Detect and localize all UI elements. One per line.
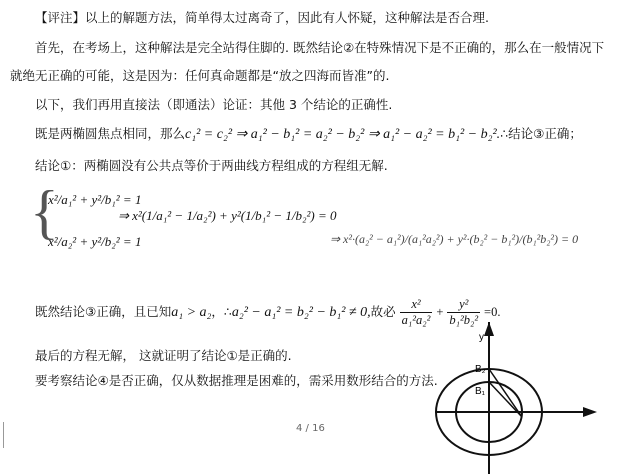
comment-paragraph: 【评注】以上的解题方法，简单得太过离奇了，因此有人怀疑，这种解法是否合理.	[35, 10, 489, 25]
paragraph-line: 以下，我们再用直接法（即通法）论证：其他 3 个结论的正确性.	[35, 97, 393, 112]
conclusion1-line: 结论①：两椭圆没有公共点等价于两曲线方程组成的方程组无解.	[35, 158, 388, 173]
paragraph-line: 就绝无正确的可能，这是因为：任何真命题都是“放之四海而皆准”的.	[10, 68, 390, 83]
system-step1: ⇒ x²(1/a₁² − 1/a₂²) + y²(1/b₁² − 1/b₂²) = 0	[118, 208, 337, 223]
final-line-1: 最后的方程无解， 这就证明了结论①是正确的.	[35, 348, 292, 363]
paragraph-line: 首先，在考场上，这种解法是完全站得住脚的. 既然结论②在特殊情况下是不正确的，那么在一般情况下	[35, 40, 605, 55]
b2-label: B₂	[475, 364, 486, 375]
system-eq2: x²/a₂² + y²/b₂² = 1	[48, 234, 142, 249]
ellipse-figure	[435, 322, 617, 474]
frac-num: y²	[447, 297, 480, 313]
frac-den: a₁²a₂²	[401, 313, 431, 327]
c3-mid: ，∴	[211, 304, 232, 319]
c3-prefix: 既然结论③正确，且已知	[35, 304, 172, 319]
system-brace: {	[30, 179, 59, 245]
c3-suffix: 故必	[370, 304, 396, 319]
y-axis-label: y	[479, 332, 484, 343]
plus-sign: +	[436, 305, 444, 319]
c3-math1: a₁ > a₂	[171, 305, 212, 320]
final-line-2: 要考察结论④是否正确，仅从数据推理是困难的，需采用数形结合的方法.	[35, 373, 438, 388]
focus-suffix: ∴结论③正确；	[500, 126, 582, 141]
frac-den: b₁²b₂²	[449, 313, 479, 327]
b1-label: B₁	[475, 386, 486, 397]
focus-prefix: 既是两椭圆焦点相同，那么	[35, 126, 186, 141]
conclusion3-line	[35, 297, 500, 328]
system-eq1: x²/a₁² + y²/b₁² = 1	[48, 192, 142, 207]
focus-math: c₁² = c₂² ⇒ a₁² − b₁² = a₂² − b₂² ⇒ a₁² − a₂² = b₁² − b₂².	[185, 127, 501, 142]
frac-num: x²	[400, 297, 433, 313]
focus-equal-line	[35, 124, 582, 143]
fraction-x	[400, 297, 433, 328]
system-step2: ⇒ x²·(a₂² − a₁²)/(a₁²a₂²) + y²·(b₂² − b₁²)/(b₁²b₂²) = 0	[330, 232, 579, 246]
c3-math2: a₂² − a₁² = b₂² − b₁² ≠ 0,	[231, 305, 371, 320]
equation-end: =0.	[484, 305, 501, 319]
page-edge-divider	[3, 422, 4, 448]
page-indicator: 4 / 16	[296, 423, 325, 434]
